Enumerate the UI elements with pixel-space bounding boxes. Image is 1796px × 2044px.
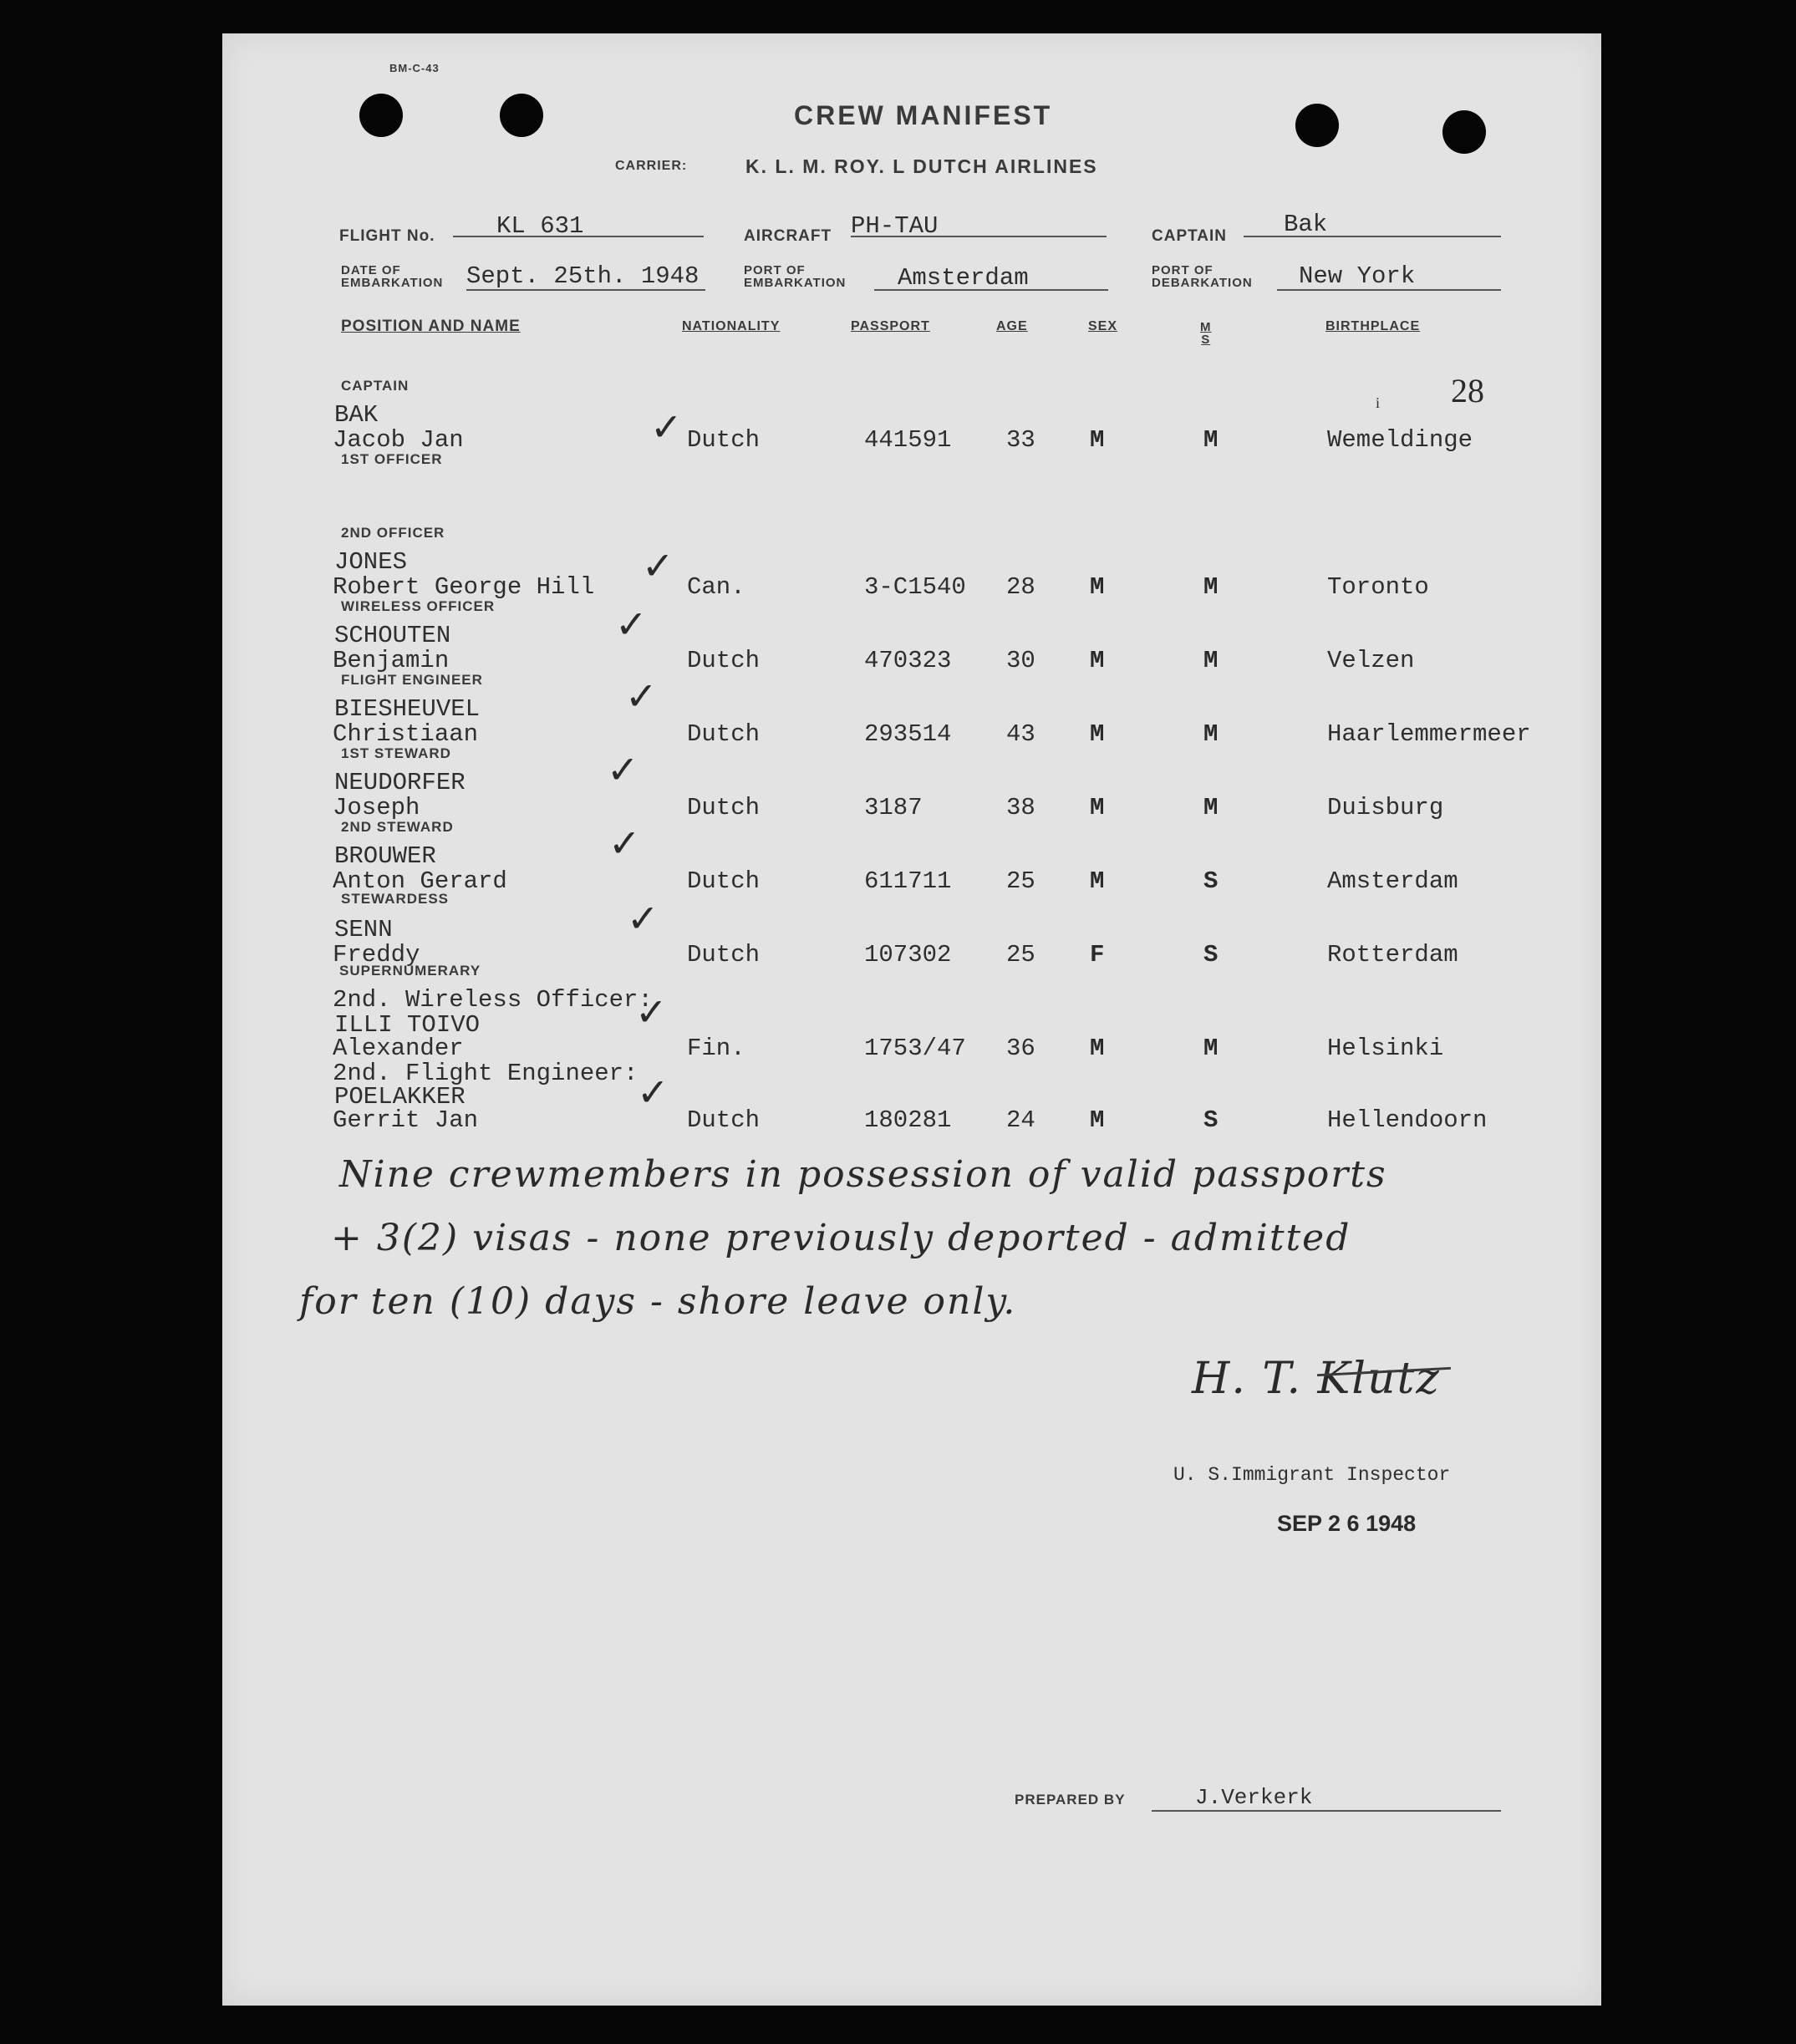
underline — [1152, 1810, 1501, 1812]
crew-given-name: Gerrit Jan — [333, 1106, 479, 1134]
page-mark: i — [1376, 394, 1381, 411]
manifest-page — [222, 33, 1601, 2006]
crew-passport: 470323 — [864, 647, 952, 674]
crew-position: 1ST STEWARD — [341, 745, 451, 761]
inspector-signature: H. T. Klutz — [1192, 1354, 1441, 1404]
crew-position: 2ND OFFICER — [341, 525, 445, 541]
crew-position: 2nd. Wireless Officer: — [333, 986, 653, 1014]
crew-given-name: Robert George Hill — [333, 573, 595, 601]
crew-birthplace: Velzen — [1327, 647, 1415, 674]
check-mark-icon: ✓ — [608, 821, 641, 866]
crew-birthplace: Toronto — [1327, 573, 1429, 601]
crew-nationality: Dutch — [687, 426, 761, 454]
crew-surname: NEUDORFER — [334, 769, 466, 796]
port-debarkation: New York — [1299, 262, 1416, 290]
crew-marital-status: S — [1203, 1106, 1219, 1134]
check-mark-icon: ✓ — [637, 1070, 669, 1115]
crew-age: 36 — [1006, 1035, 1035, 1062]
crew-sex: M — [1090, 794, 1105, 821]
crew-position: 2nd. Flight Engineer: — [333, 1060, 639, 1087]
crew-passport: 3-C1540 — [864, 573, 966, 601]
check-mark-icon: ✓ — [650, 404, 683, 450]
check-mark-icon: ✓ — [627, 896, 659, 941]
crew-position: FLIGHT ENGINEER — [341, 672, 483, 688]
underline — [851, 236, 1107, 237]
check-mark-icon: ✓ — [607, 747, 639, 792]
crew-surname: JONES — [334, 548, 408, 576]
crew-sex: M — [1090, 1035, 1105, 1062]
first-officer-label: 1ST OFFICER — [341, 451, 443, 467]
crew-sex: M — [1090, 720, 1105, 748]
crew-marital-status: M — [1203, 426, 1219, 454]
header-sex: SEX — [1088, 319, 1118, 333]
crew-birthplace: Amsterdam — [1327, 867, 1458, 895]
crew-sex: M — [1090, 573, 1105, 601]
captain-label: CAPTAIN — [1152, 227, 1228, 245]
inspector-note-line: for ten (10) days - shore leave only. — [299, 1280, 1017, 1323]
crew-nationality: Dutch — [687, 647, 761, 674]
crew-age: 43 — [1006, 720, 1035, 748]
crew-passport: 293514 — [864, 720, 952, 748]
crew-age: 25 — [1006, 867, 1035, 895]
crew-surname: BAK — [334, 401, 379, 429]
aircraft-registration: PH-TAU — [851, 212, 939, 240]
crew-sex: M — [1090, 1106, 1105, 1134]
date-stamp: SEP 2 6 1948 — [1277, 1511, 1417, 1536]
crew-sex: M — [1090, 647, 1105, 674]
crew-age: 33 — [1006, 426, 1035, 454]
crew-position: STEWARDESS — [341, 891, 450, 907]
crew-nationality: Dutch — [687, 1106, 761, 1134]
crew-birthplace: Helsinki — [1327, 1035, 1444, 1062]
crew-surname: POELAKKER — [334, 1083, 466, 1111]
header-marital-status: M S — [1200, 320, 1212, 347]
punch-hole — [1295, 104, 1339, 147]
header-birthplace: BIRTHPLACE — [1325, 319, 1421, 333]
crew-given-name: Jacob Jan — [333, 426, 464, 454]
crew-surname: BIESHEUVEL — [334, 695, 481, 723]
crew-given-name: Freddy — [333, 941, 420, 969]
crew-birthplace: Rotterdam — [1327, 941, 1458, 969]
crew-given-name: Alexander — [333, 1035, 464, 1062]
crew-nationality: Dutch — [687, 794, 761, 821]
flight-label: FLIGHT No. — [339, 227, 435, 245]
crew-age: 30 — [1006, 647, 1035, 674]
crew-marital-status: M — [1203, 573, 1219, 601]
crew-passport: 180281 — [864, 1106, 952, 1134]
crew-nationality: Dutch — [687, 941, 761, 969]
crew-marital-status: M — [1203, 794, 1219, 821]
crew-given-name: Benjamin — [333, 647, 450, 674]
port-embarkation: Amsterdam — [898, 264, 1029, 292]
flight-number: KL 631 — [496, 212, 584, 240]
underline — [466, 289, 705, 291]
crew-position: 2ND STEWARD — [341, 819, 454, 835]
crew-age: 24 — [1006, 1106, 1035, 1134]
inspector-note-line: Nine crewmembers in possession of valid passports — [339, 1153, 1387, 1196]
prepared-by-label: PREPARED BY — [1015, 1792, 1126, 1808]
date-label: DATE OF EMBARKATION — [341, 263, 444, 290]
page-title: CREW MANIFEST — [794, 100, 1053, 130]
carrier-label: CARRIER: — [615, 159, 688, 173]
crew-position: CAPTAIN — [341, 378, 410, 394]
crew-nationality: Dutch — [687, 867, 761, 895]
crew-birthplace: Hellendoorn — [1327, 1106, 1488, 1134]
crew-sex: F — [1090, 941, 1105, 969]
header-age: AGE — [996, 319, 1028, 333]
prepared-by-name: J.Verkerk — [1195, 1785, 1313, 1810]
crew-surname: ILLI TOIVO — [334, 1011, 481, 1039]
punch-hole — [1442, 110, 1486, 154]
crew-passport: 1753/47 — [864, 1035, 966, 1062]
crew-given-name: Anton Gerard — [333, 867, 507, 895]
crew-passport: 3187 — [864, 794, 923, 821]
supernumerary-label: SUPERNUMERARY — [339, 963, 481, 979]
check-mark-icon: ✓ — [615, 602, 648, 647]
crew-sex: M — [1090, 426, 1105, 454]
captain-name: Bak — [1284, 211, 1328, 238]
underline — [453, 236, 704, 237]
crew-position: WIRELESS OFFICER — [341, 598, 496, 614]
check-mark-icon: ✓ — [625, 674, 658, 719]
embarkation-date: Sept. 25th. 1948 — [466, 262, 700, 290]
crew-given-name: Joseph — [333, 794, 420, 821]
crew-birthplace: Haarlemmermeer — [1327, 720, 1531, 748]
check-mark-icon: ✓ — [635, 989, 668, 1035]
header-nationality: NATIONALITY — [682, 319, 781, 333]
crew-passport: 441591 — [864, 426, 952, 454]
crew-sex: M — [1090, 867, 1105, 895]
check-mark-icon: ✓ — [642, 543, 674, 588]
underline — [1244, 236, 1501, 237]
crew-marital-status: S — [1203, 867, 1219, 895]
header-passport: PASSPORT — [851, 319, 930, 333]
crew-age: 28 — [1006, 573, 1035, 601]
inspector-title: U. S.Immigrant Inspector — [1173, 1464, 1451, 1486]
underline — [874, 289, 1108, 291]
crew-passport: 107302 — [864, 941, 952, 969]
crew-marital-status: M — [1203, 647, 1219, 674]
crew-given-name: Christiaan — [333, 720, 479, 748]
header-position: POSITION AND NAME — [341, 318, 521, 335]
carrier-name: K. L. M. ROY. L DUTCH AIRLINES — [745, 155, 1098, 177]
punch-hole — [359, 94, 403, 137]
crew-surname: BROUWER — [334, 842, 436, 870]
port-embarkation-label: PORT OF EMBARKATION — [744, 263, 847, 290]
crew-marital-status: S — [1203, 941, 1219, 969]
crew-nationality: Fin. — [687, 1035, 745, 1062]
aircraft-label: AIRCRAFT — [744, 227, 832, 245]
crew-birthplace: Wemeldinge — [1327, 426, 1473, 454]
punch-hole — [500, 94, 543, 137]
crew-age: 25 — [1006, 941, 1035, 969]
crew-marital-status: M — [1203, 720, 1219, 748]
crew-passport: 611711 — [864, 867, 952, 895]
crew-marital-status: M — [1203, 1035, 1219, 1062]
crew-surname: SENN — [334, 916, 393, 943]
page-number: 28 — [1451, 372, 1484, 409]
underline — [1277, 289, 1501, 291]
inspector-note-line: + 3(2) visas - none previously deported - admitted — [331, 1217, 1351, 1259]
form-code: BM-C-43 — [389, 62, 440, 74]
port-debarkation-label: PORT OF DEBARKATION — [1152, 263, 1253, 290]
crew-nationality: Dutch — [687, 720, 761, 748]
crew-nationality: Can. — [687, 573, 745, 601]
crew-age: 38 — [1006, 794, 1035, 821]
crew-birthplace: Duisburg — [1327, 794, 1444, 821]
crew-surname: SCHOUTEN — [334, 622, 451, 649]
